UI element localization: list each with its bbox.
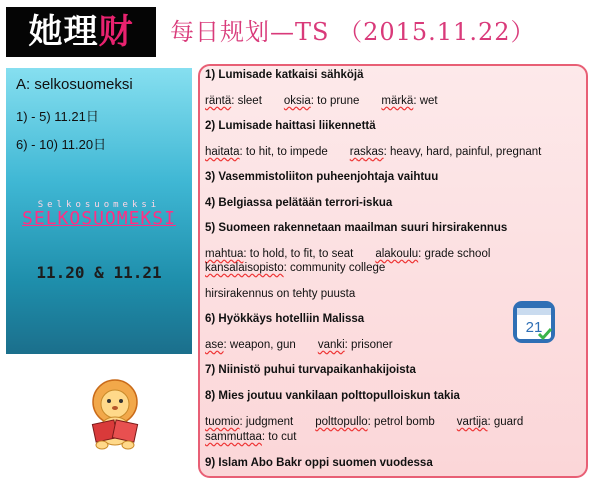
vocab-entry bbox=[381, 95, 437, 107]
vocab-entry bbox=[350, 146, 542, 158]
vocab-line bbox=[205, 339, 393, 351]
page-title: 每日规划—TS （2015.11.22） bbox=[170, 18, 536, 46]
vocab-entry bbox=[205, 431, 296, 443]
logo-text-b: 财 bbox=[98, 12, 134, 52]
left-panel bbox=[6, 68, 192, 354]
headline: 8) Mies joutuu vankilaan polttopulloiskun takia bbox=[205, 390, 460, 402]
headline: 7) Niinistö puhui turvapaikanhakijoista bbox=[205, 364, 416, 376]
vocab-entry bbox=[205, 416, 293, 428]
vocab-meaning: : judgment bbox=[239, 416, 294, 428]
vocab-meaning: : weapon, gun bbox=[223, 339, 296, 351]
vocab-word: mahtua bbox=[205, 248, 244, 260]
headline: 6) Hyökkäys hotelliin Malissa bbox=[205, 313, 365, 325]
vocab-word: raskas bbox=[349, 146, 384, 158]
headline: 2) Lumisade haittasi liikennettä bbox=[205, 120, 376, 132]
vocab-word: vartija bbox=[456, 416, 488, 428]
vocab-entry bbox=[205, 248, 353, 260]
vocab-meaning: : grade school bbox=[418, 248, 491, 260]
logo bbox=[6, 7, 156, 57]
brand-dates: 11.20 & 11.21 bbox=[36, 263, 162, 282]
vocab-line bbox=[205, 146, 541, 158]
vocab-meaning: : petrol bomb bbox=[367, 416, 435, 428]
vocab-word: tuomio bbox=[205, 416, 240, 428]
vocab-line bbox=[205, 416, 523, 428]
calendar-day: 21 bbox=[525, 319, 543, 336]
vocab-entry bbox=[205, 339, 296, 351]
vocab-word: alakoulu bbox=[375, 248, 419, 260]
left-line-1: 1) - 5) 11.21日 bbox=[16, 109, 99, 124]
brand-big: SELKOSUOMEKSI bbox=[22, 208, 176, 229]
vocab-entry bbox=[205, 146, 328, 158]
headline: 4) Belgiassa pelätään terrori-iskua bbox=[205, 197, 393, 209]
vocab-entry bbox=[315, 416, 435, 428]
vocab-line bbox=[205, 431, 296, 443]
vocab-word: oksia bbox=[283, 95, 311, 107]
vocab-meaning: : heavy, hard, painful, pregnant bbox=[383, 146, 542, 158]
calendar-icon bbox=[512, 300, 556, 344]
vocab-panel bbox=[198, 64, 588, 478]
vocab-meaning: : to prune bbox=[310, 95, 360, 107]
headline: 9) Islam Abo Bakr oppi suomen vuodessa bbox=[205, 457, 433, 469]
logo-text-a: 她理 bbox=[28, 12, 99, 52]
vocab-meaning: : to hold, to fit, to seat bbox=[243, 248, 354, 260]
vocab-meaning: : community college bbox=[283, 262, 386, 274]
headline: 3) Vasemmistoliiton puheenjohtaja vaihtuu bbox=[205, 171, 439, 183]
vocab-word: haitata bbox=[205, 146, 240, 158]
note-line: hirsirakennus on tehty puusta bbox=[205, 288, 356, 300]
vocab-meaning: : to cut bbox=[261, 431, 297, 443]
vocab-meaning: : wet bbox=[413, 95, 438, 107]
vocab-entry bbox=[205, 95, 262, 107]
lion-reading-icon bbox=[80, 376, 150, 450]
vocab-entry bbox=[375, 248, 490, 260]
vocab-entry bbox=[318, 339, 393, 351]
vocab-word: märkä bbox=[381, 95, 414, 107]
vocab-word: vanki bbox=[317, 339, 345, 351]
vocab-word: räntä bbox=[205, 95, 232, 107]
vocab-entry bbox=[284, 95, 359, 107]
vocab-meaning: : prisoner bbox=[344, 339, 393, 351]
vocab-word: polttopullo bbox=[315, 416, 368, 428]
left-line-2: 6) - 10) 11.20日 bbox=[16, 137, 107, 152]
vocab-word: ase bbox=[205, 339, 224, 351]
left-heading: A: selkosuomeksi bbox=[16, 76, 133, 93]
vocab-word: kansalaisopisto bbox=[205, 262, 284, 274]
vocab-entry bbox=[457, 416, 524, 428]
headline: 1) Lumisade katkaisi sähköjä bbox=[205, 69, 364, 81]
vocab-word: sammuttaa bbox=[205, 431, 262, 443]
vocab-line bbox=[205, 262, 385, 274]
vocab-meaning: : guard bbox=[487, 416, 524, 428]
vocab-line bbox=[205, 248, 490, 260]
headline: 5) Suomeen rakennetaan maailman suuri hirsirakennus bbox=[205, 222, 508, 234]
brand-small: Selkosuomeksi bbox=[37, 200, 161, 210]
vocab-meaning: : sleet bbox=[231, 95, 262, 107]
vocab-meaning: : to hit, to impede bbox=[239, 146, 328, 158]
vocab-entry bbox=[205, 262, 385, 274]
vocab-line bbox=[205, 95, 438, 107]
